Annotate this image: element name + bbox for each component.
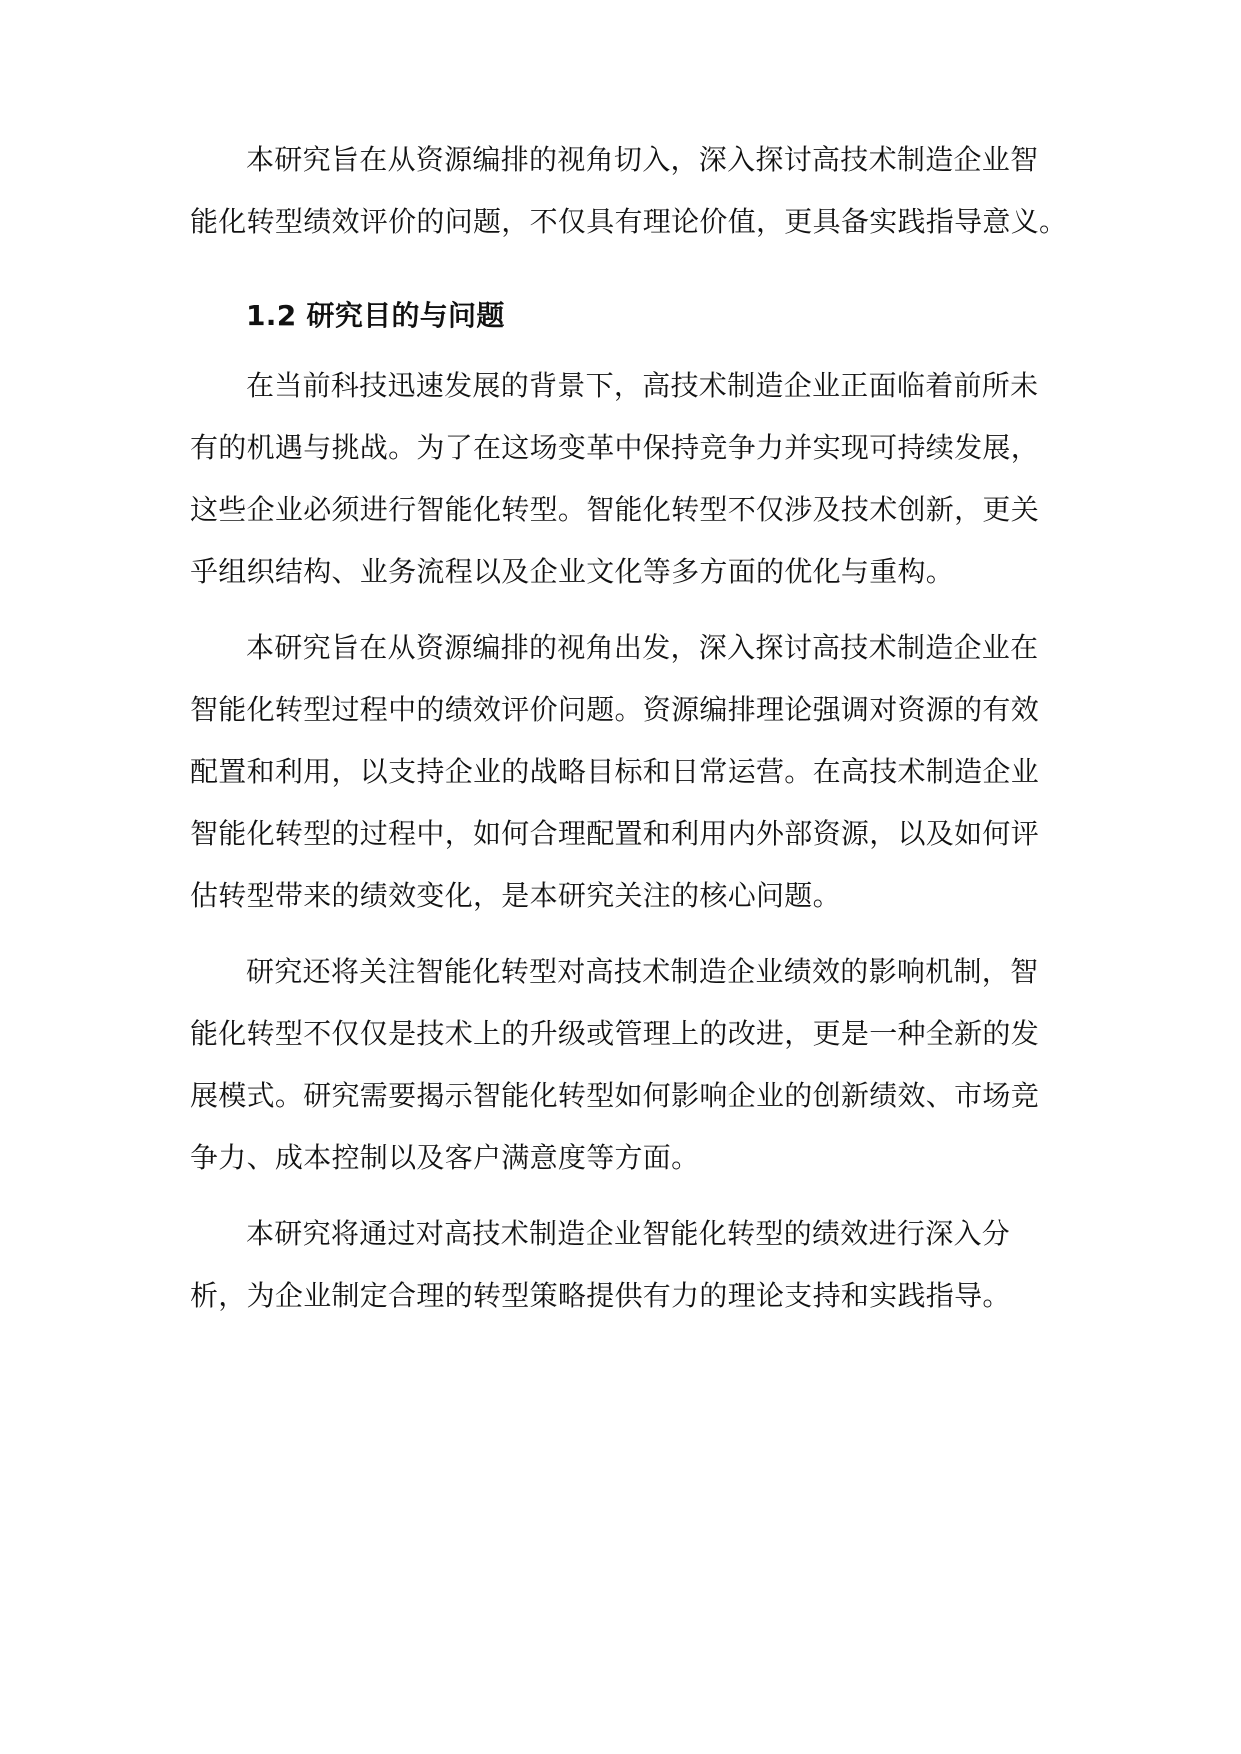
paragraph-line: 估转型带来的绩效变化，是本研究关注的核心问题。 bbox=[190, 879, 841, 912]
paragraph-line: 配置和利用，以支持企业的战略目标和日常运营。在高技术制造企业 bbox=[190, 755, 1040, 788]
section-heading: 1.2 研究目的与问题 bbox=[246, 299, 505, 332]
paragraph-line: 本研究将通过对高技术制造企业智能化转型的绩效进行深入分 bbox=[246, 1217, 1011, 1250]
paragraph-line: 本研究旨在从资源编排的视角出发，深入探讨高技术制造企业在 bbox=[246, 631, 1039, 664]
paragraph-line: 能化转型绩效评价的问题，不仅具有理论价值，更具备实践指导意义。 bbox=[190, 205, 1068, 238]
paragraph-line: 智能化转型过程中的绩效评价问题。资源编排理论强调对资源的有效 bbox=[190, 693, 1040, 726]
paragraph-line: 这些企业必须进行智能化转型。智能化转型不仅涉及技术创新，更关 bbox=[190, 493, 1040, 526]
paragraph-line: 乎组织结构、业务流程以及企业文化等多方面的优化与重构。 bbox=[190, 555, 955, 588]
paragraph-line: 展模式。研究需要揭示智能化转型如何影响企业的创新绩效、市场竞 bbox=[190, 1079, 1040, 1112]
paragraph-line: 本研究旨在从资源编排的视角切入，深入探讨高技术制造企业智 bbox=[246, 143, 1039, 176]
paragraph-line: 析，为企业制定合理的转型策略提供有力的理论支持和实践指导。 bbox=[190, 1279, 1011, 1312]
paragraph-line: 智能化转型的过程中，如何合理配置和利用内外部资源，以及如何评 bbox=[190, 817, 1040, 850]
paragraph-line: 争力、成本控制以及客户满意度等方面。 bbox=[190, 1141, 700, 1174]
paragraph-line: 研究还将关注智能化转型对高技术制造企业绩效的影响机制，智 bbox=[246, 955, 1039, 988]
paragraph-line: 能化转型不仅仅是技术上的升级或管理上的改进，更是一种全新的发 bbox=[190, 1017, 1040, 1050]
paragraph-line: 有的机遇与挑战。为了在这场变革中保持竞争力并实现可持续发展， bbox=[190, 431, 1040, 464]
paragraph-line: 在当前科技迅速发展的背景下，高技术制造企业正面临着前所未 bbox=[246, 369, 1039, 402]
